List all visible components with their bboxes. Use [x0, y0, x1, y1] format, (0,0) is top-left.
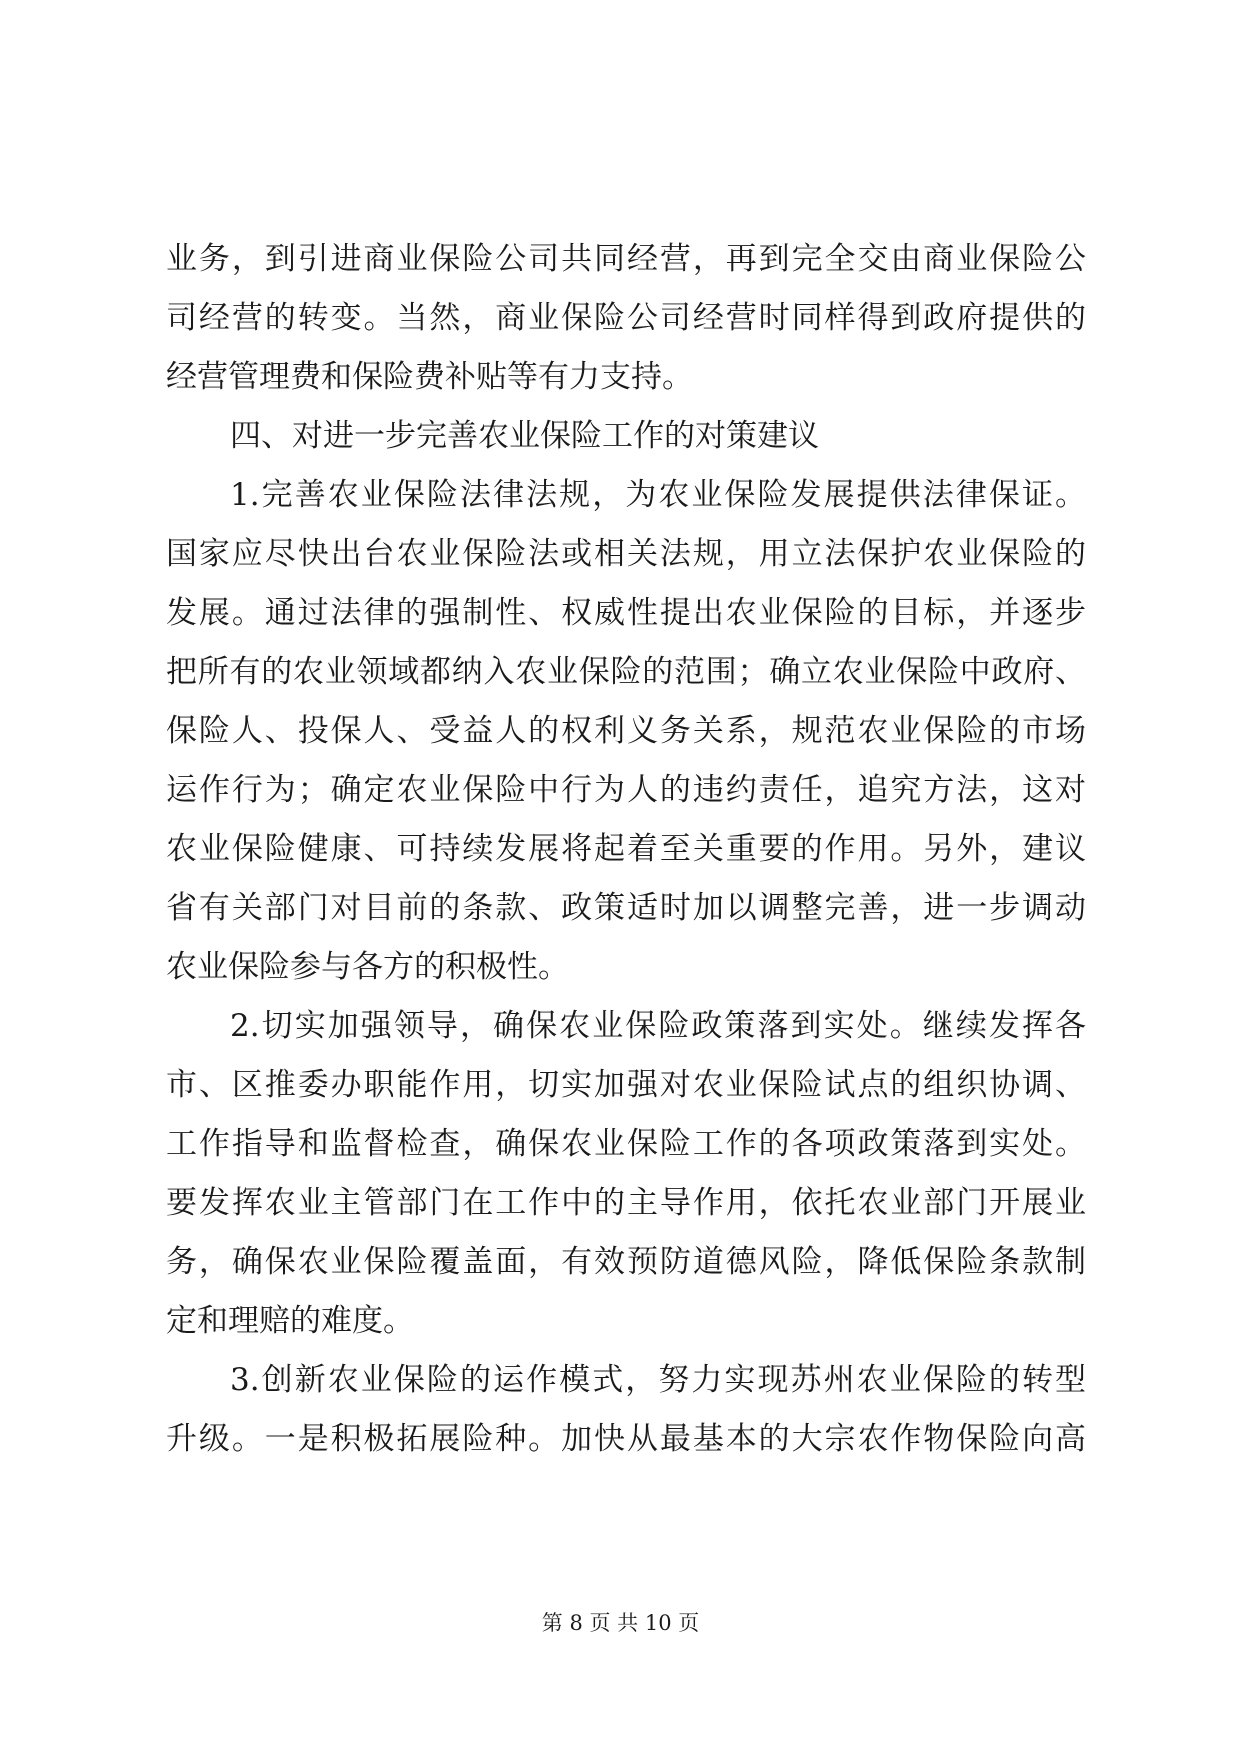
text-line: 国家应尽快出台农业保险法或相关法规，用立法保护农业保险的: [166, 536, 1086, 572]
text-line: 农业保险参与各方的积极性。: [166, 949, 569, 985]
text-line: 运作行为；确定农业保险中行为人的违约责任，追究方法，这对: [166, 772, 1086, 808]
section-heading: 四、对进一步完善农业保险工作的对策建议: [230, 418, 819, 454]
text-line: 要发挥农业主管部门在工作中的主导作用，依托农业部门开展业: [166, 1185, 1086, 1221]
text-line: 务，确保农业保险覆盖面，有效预防道德风险，降低保险条款制: [166, 1244, 1086, 1280]
text-line: 农业保险健康、可持续发展将起着至关重要的作用。另外，建议: [166, 831, 1086, 867]
text-line: 经营管理费和保险费补贴等有力支持。: [166, 359, 693, 395]
text-line: 1.完善农业保险法律法规，为农业保险发展提供法律保证。: [230, 477, 1086, 513]
text-line: 工作指导和监督检查，确保农业保险工作的各项政策落到实处。: [166, 1126, 1086, 1162]
text-line: 定和理赔的难度。: [166, 1303, 414, 1339]
text-line: 2.切实加强领导，确保农业保险政策落到实处。继续发挥各: [230, 1008, 1086, 1044]
body-text: [166, 230, 1086, 1469]
text-line: 把所有的农业领域都纳入农业保险的范围；确立农业保险中政府、: [166, 654, 1086, 690]
text-line: 市、区推委办职能作用，切实加强对农业保险试点的组织协调、: [166, 1067, 1086, 1103]
text-line: 升级。一是积极拓展险种。加快从最基本的大宗农作物保险向高: [166, 1421, 1086, 1457]
page-number-footer: 第 8 页 共 10 页: [541, 1611, 700, 1635]
text-line: 3.创新农业保险的运作模式，努力实现苏州农业保险的转型: [230, 1362, 1086, 1398]
text-line: 保险人、投保人、受益人的权利义务关系，规范农业保险的市场: [166, 713, 1086, 749]
text-line: 业务，到引进商业保险公司共同经营，再到完全交由商业保险公: [166, 241, 1086, 277]
text-line: 省有关部门对目前的条款、政策适时加以调整完善，进一步调动: [166, 890, 1086, 926]
text-line: 发展。通过法律的强制性、权威性提出农业保险的目标，并逐步: [166, 595, 1086, 631]
text-line: 司经营的转变。当然，商业保险公司经营时同样得到政府提供的: [166, 300, 1086, 336]
